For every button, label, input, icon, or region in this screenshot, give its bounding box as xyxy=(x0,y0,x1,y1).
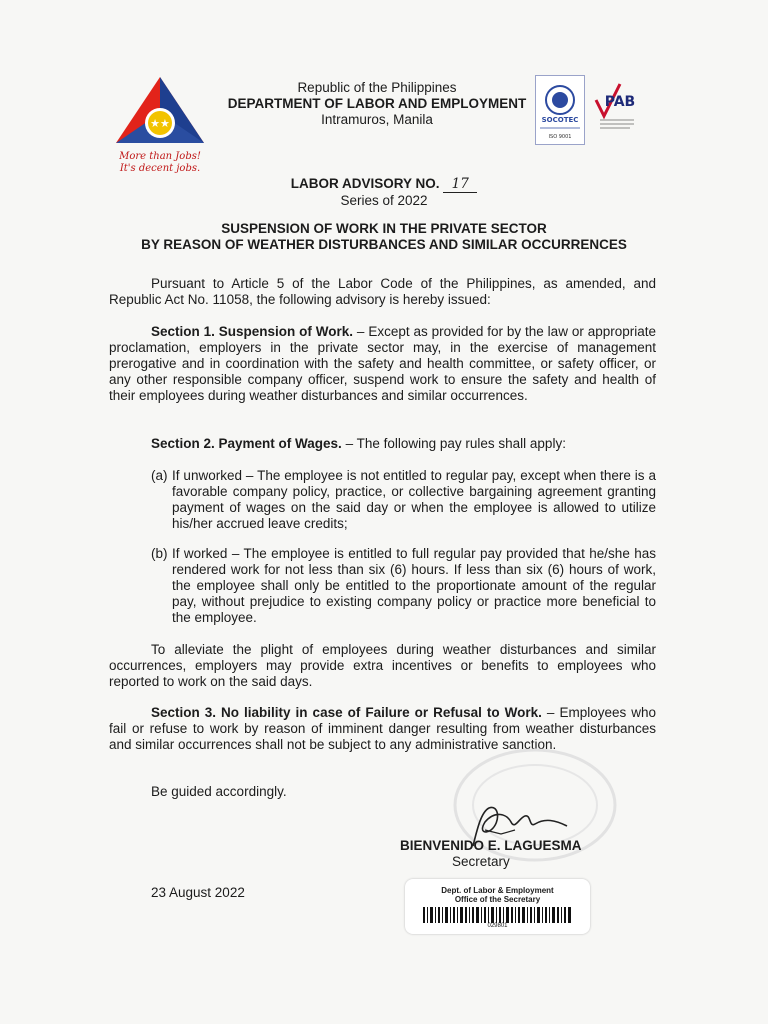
svg-text:★★: ★★ xyxy=(150,117,170,130)
location-line: Intramuros, Manila xyxy=(321,112,433,127)
section-1-heading: Section 1. Suspension of Work. xyxy=(151,324,354,339)
receipt-stamp xyxy=(405,879,590,934)
pay-rule-b xyxy=(151,546,656,626)
advisory-handwritten-number: 17 xyxy=(443,176,477,193)
socotec-badge xyxy=(535,75,585,145)
logo-motto-2: It's decent jobs. xyxy=(119,163,201,174)
section-2-heading: Section 2. Payment of Wages. xyxy=(151,436,342,451)
svg-text:SOCOTEC: SOCOTEC xyxy=(541,116,579,124)
item-a-label: (a) xyxy=(151,468,168,483)
barcode xyxy=(423,907,573,923)
intro-paragraph: Pursuant to Article 5 of the Labor Code of the Philippines, as amended, and Republic Act No. 11058, the following advisory is hereby issued: xyxy=(109,276,656,307)
section-1-text: – Except as provided for by the law or appropriate proclamation, employers in the private sector may, in the exercise of management prerogative and in coordination with the safety and health committee, or safety officer, or any other responsible company officer, suspend work to ensure the safety and health of their employees during weather disturbances and similar occurrences. xyxy=(109,324,656,403)
pab-badge xyxy=(590,80,638,142)
letterhead xyxy=(222,80,532,128)
item-b-label: (b) xyxy=(151,546,168,561)
pay-rule-a xyxy=(151,468,656,532)
signatory-title: Secretary xyxy=(452,854,510,869)
svg-text:PAB: PAB xyxy=(604,94,636,110)
signatory-name: BIENVENIDO E. LAGUESMA xyxy=(400,838,582,853)
item-b-text: If worked – The employee is entitled to full regular pay provided that he/she has rendered work for not less than six (6) hours. If less than six (6) hours of work, the employee shall only be entitled to the proportionate amount of the regular pay, without prejudice to existing company policy or practice more beneficial to the employee. xyxy=(172,546,656,625)
title-line-1: SUSPENSION OF WORK IN THE PRIVATE SECTOR xyxy=(221,221,547,236)
advisory-number xyxy=(0,176,768,193)
advisory-title xyxy=(0,221,768,253)
item-a-text: If unworked – The employee is not entitled to regular pay, except when there is a favorable company policy, practice, or collective bargaining agreement granting payment of wages on the said day or when the employee is allowed to utilize his/her accrued leave credits; xyxy=(172,468,656,531)
document-date: 23 August 2022 xyxy=(151,885,245,900)
advisory-series: Series of 2022 xyxy=(340,193,428,208)
closing-line: Be guided accordingly. xyxy=(151,784,287,799)
section-2 xyxy=(109,436,656,452)
stamp-office: Dept. of Labor & Employment xyxy=(441,886,554,895)
section-2-text: – The following pay rules shall apply: xyxy=(341,436,566,451)
logo-motto-1: More than Jobs! xyxy=(119,151,201,162)
stamp-office-sub: Office of the Secretary xyxy=(454,895,541,904)
svg-text:ISO 9001: ISO 9001 xyxy=(548,134,572,140)
section-3-text: – Employees who fail or refuse to work by reason of imminent danger resulting from weather disturbances and similar occurrences shall not be subject to any administrative sanction. xyxy=(109,705,656,752)
republic-line: Republic of the Philippines xyxy=(297,80,457,95)
advisory-label: LABOR ADVISORY NO. xyxy=(290,176,440,191)
section-1 xyxy=(109,324,656,404)
alleviate-paragraph: To alleviate the plight of employees during weather disturbances and similar occurrences, employers may provide extra incentives or benefits to employees who reported to work on the said days. xyxy=(109,642,656,689)
title-line-2: BY REASON OF WEATHER DISTURBANCES AND SIMILAR OCCURRENCES xyxy=(141,237,627,252)
barcode-number: 029801 xyxy=(487,923,508,929)
dole-logo xyxy=(104,73,216,185)
section-3-heading: Section 3. No liability in case of Failure or Refusal to Work. xyxy=(151,705,542,720)
department-name: DEPARTMENT OF LABOR AND EMPLOYMENT xyxy=(227,96,527,111)
